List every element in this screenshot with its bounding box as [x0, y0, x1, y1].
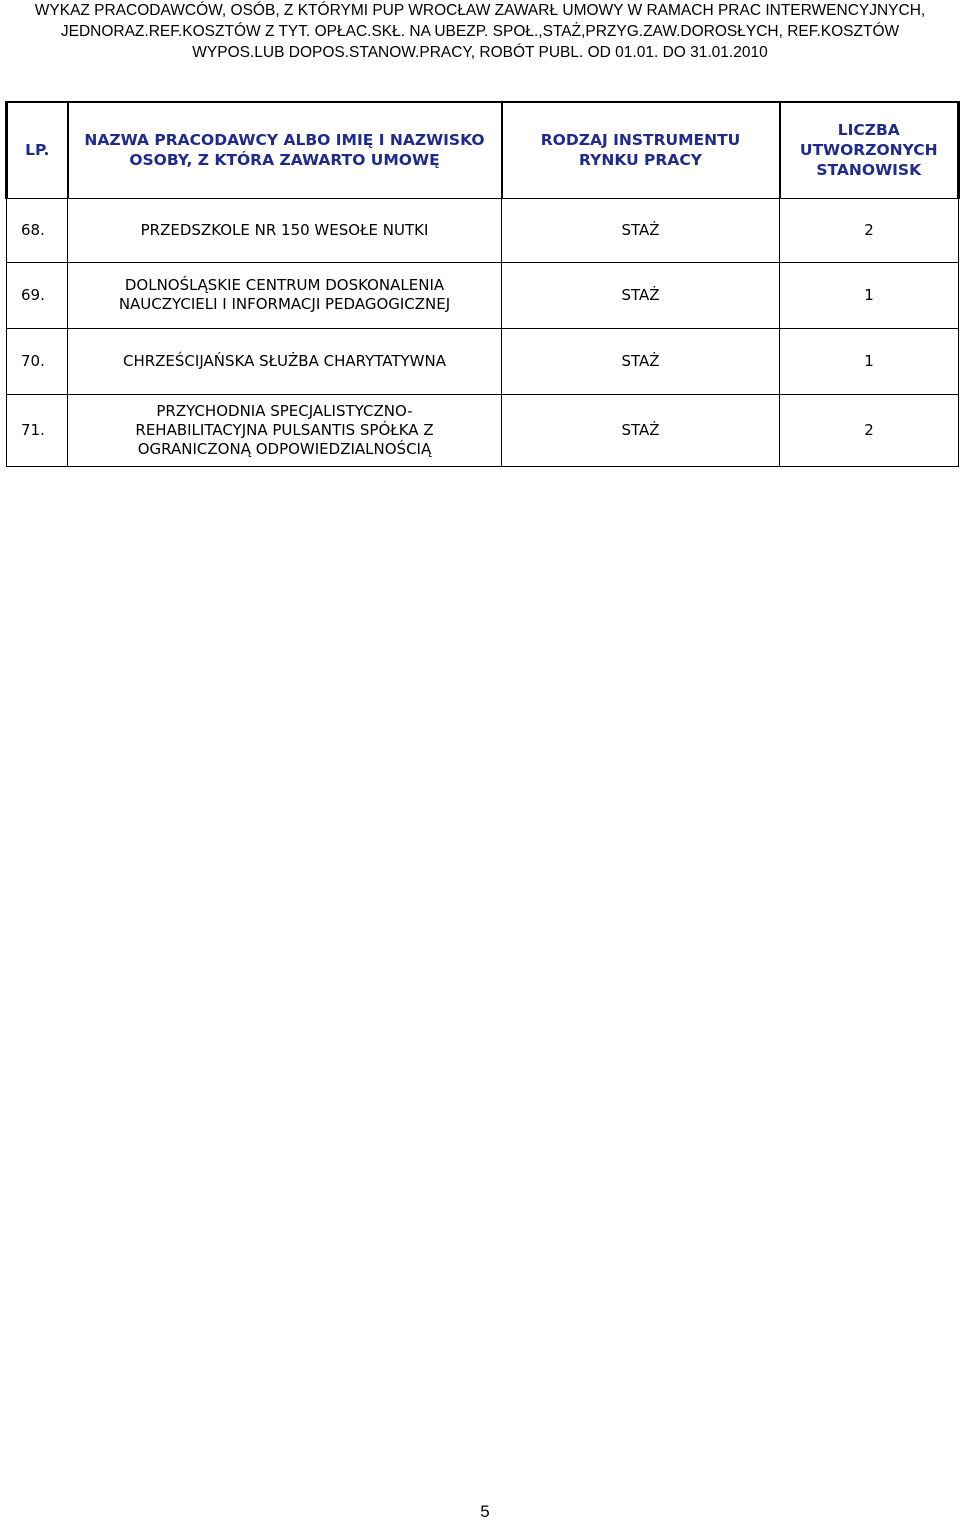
column-header-count-line-1: LICZBA	[837, 121, 900, 140]
employer-name-line: OGRANICZONĄ ODPOWIEDZIALNOŚCIĄ	[137, 439, 432, 458]
column-header-count-line-3: STANOWISK	[816, 161, 922, 180]
row-instrument: STAŻ	[502, 394, 780, 466]
column-header-lp	[7, 102, 68, 198]
column-header-count	[780, 102, 959, 198]
row-count: 2	[780, 394, 959, 466]
column-header-lp-label: LP.	[25, 141, 50, 160]
column-header-instrument-line-1: RODZAJ INSTRUMENTU	[540, 131, 741, 150]
table-row	[7, 262, 959, 328]
header-line-1: WYKAZ PRACODAWCÓW, OSÓB, Z KTÓRYMI PUP WROCŁAW ZAWARŁ UMOWY W RAMACH PRAC INTERWENCYJNYCH,	[34, 2, 926, 19]
row-employer-name	[68, 198, 502, 262]
column-header-employer-line-2: OSOBY, Z KTÓRA ZAWARTO UMOWĘ	[129, 151, 440, 170]
row-count: 2	[780, 198, 959, 262]
document-header	[0, 0, 960, 63]
table-row	[7, 198, 959, 262]
employer-name-line: CHRZEŚCIJAŃSKA SŁUŻBA CHARYTATYWNA	[122, 351, 446, 370]
table-header	[7, 102, 959, 198]
employers-table	[5, 101, 960, 467]
row-lp: 70.	[7, 328, 68, 394]
header-line-2: JEDNORAZ.REF.KOSZTÓW Z TYT. OPŁAC.SKŁ. NA UBEZP. SPOŁ.,STAŻ,PRZYG.ZAW.DOROSŁYCH, REF.KOSZTÓW	[60, 23, 900, 40]
column-header-instrument	[502, 102, 780, 198]
row-count: 1	[780, 262, 959, 328]
row-employer-name	[68, 394, 502, 466]
row-instrument: STAŻ	[502, 262, 780, 328]
table-row	[7, 394, 959, 466]
row-lp: 71.	[7, 394, 68, 466]
employer-name-line: PRZYCHODNIA SPECJALISTYCZNO-	[156, 401, 413, 420]
row-count: 1	[780, 328, 959, 394]
table-header-row	[7, 102, 959, 198]
page-number: 5	[480, 1502, 490, 1521]
column-header-instrument-line-2: RYNKU PRACY	[579, 151, 702, 170]
table-row	[7, 328, 959, 394]
employer-name-line: PRZEDSZKOLE NR 150 WESOŁE NUTKI	[140, 220, 429, 239]
header-line-3: WYPOS.LUB DOPOS.STANOW.PRACY, ROBÓT PUBL. OD 01.01. DO 31.01.2010	[192, 44, 768, 61]
row-employer-name	[68, 262, 502, 328]
employer-name-line: REHABILITACYJNA PULSANTIS SPÓŁKA Z	[135, 420, 434, 439]
column-header-employer	[68, 102, 502, 198]
employer-name-line: DOLNOŚLĄSKIE CENTRUM DOSKONALENIA	[124, 276, 445, 294]
column-header-count-line-2: UTWORZONYCH	[799, 141, 938, 160]
row-lp: 69.	[7, 262, 68, 328]
table-body	[7, 198, 959, 466]
employers-table-wrapper	[5, 101, 957, 467]
employer-name-line: NAUCZYCIELI I INFORMACJI PEDAGOGICZNEJ	[118, 295, 451, 313]
row-instrument: STAŻ	[502, 198, 780, 262]
row-instrument: STAŻ	[502, 328, 780, 394]
row-employer-name	[68, 328, 502, 394]
row-lp: 68.	[7, 198, 68, 262]
column-header-employer-line-1: NAZWA PRACODAWCY ALBO IMIĘ I NAZWISKO	[84, 131, 485, 150]
